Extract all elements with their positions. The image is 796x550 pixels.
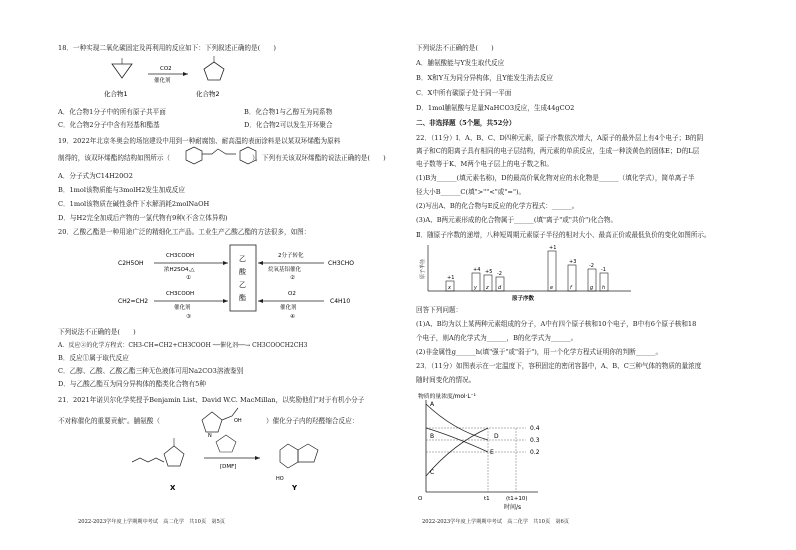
q18-option-c: C．化合物2分子中含有羟基和酯基 <box>58 121 160 129</box>
label-b: B <box>430 433 435 440</box>
value-0.2: 0.2 <box>530 449 540 456</box>
tick-t2: (t1+10) <box>506 496 528 502</box>
q19-option-a: A．分子式为C14H20O2 <box>58 172 133 180</box>
ethanol: C2H5OH <box>118 260 144 267</box>
bar-y-label: 原子半径 <box>420 258 426 279</box>
route4-reagent: O2 <box>288 291 296 297</box>
q20-option-b: B．反应①属于取代反应 <box>58 354 129 362</box>
bar-label-d: d <box>498 285 502 291</box>
catalyst-ring <box>216 435 236 452</box>
q23-stem-2: 随时间变化的情况。 <box>416 376 476 384</box>
route2-number: ② <box>290 275 295 281</box>
bar-label-x: x <box>448 285 451 291</box>
route3-number: ③ <box>186 314 191 320</box>
q21-stem-3: ）催化分子内的羟醛缩合反应： <box>266 417 359 425</box>
q18-compound2: 化合物2 <box>196 90 220 98</box>
route4-number: ④ <box>290 314 295 320</box>
label-c: C <box>430 469 435 476</box>
y-ring-a <box>280 444 298 468</box>
q20-option-d: D．与乙酸乙酯互为同分异构体的酯类化合物有5种 <box>58 380 206 388</box>
q19-stem-3: ），下列有关该双环烯酯的说法正确的是( ) <box>252 154 386 162</box>
route4-condition: 催化剂 <box>280 305 297 311</box>
butane: C4H10 <box>330 298 351 305</box>
bar-label-g: g <box>590 285 594 291</box>
route1-number: ① <box>186 275 191 281</box>
route1-arrowhead <box>223 261 228 265</box>
q22-part-1: (1)B为______(填元素名称)，D的最高价氧化物对应的水化物是______（填化学式），简单离子半 <box>416 174 695 182</box>
q18-option-a: A．化合物1分子中的所有原子共平面 <box>58 108 166 116</box>
x-ring <box>164 446 184 466</box>
y-ho: HO <box>276 476 284 482</box>
graph-x-label: 时间/s <box>504 504 522 511</box>
product-char-3: 乙 <box>239 281 246 289</box>
q22-part-3: (3)A、B两元素形成的化合物属于______(填"离子"或"共价")化合物。 <box>416 216 618 224</box>
ester-chain <box>202 149 236 154</box>
q19-stem-2: 制得的，该双环烯酯的结构如图所示（ <box>58 154 171 162</box>
q21-solvent: [DMF] <box>220 464 237 470</box>
q21-stem-2: 不对称催化的重要贡献"。脯氨酸（ <box>58 417 160 425</box>
q18-option-d: D．化合物2可以发生开环聚合 <box>244 121 333 129</box>
q20-option-c: C．乙醇、乙酸、乙酸乙酯三种无色液体可用Na2CO3溶液鉴别 <box>58 367 244 375</box>
x-chain <box>132 458 164 462</box>
q18-reagent-bottom: 催化剂 <box>154 78 171 84</box>
bar-label-e: e <box>550 285 554 291</box>
value-0.3: 0.3 <box>530 437 540 444</box>
bar-label-z: z <box>486 285 489 291</box>
q22-part-2: (2)写出A、B的化合物与E反应的化学方程式：______。 <box>416 202 579 210</box>
bar-label-y: y <box>474 285 477 291</box>
bar-value-y: +4 <box>473 267 481 273</box>
bar-value-h: -1 <box>601 267 606 273</box>
reaction-arrowhead <box>183 72 188 76</box>
q20-ask: 下列说法不正确的是( ) <box>58 328 136 336</box>
product-char-2: 酸 <box>239 268 246 276</box>
q20-stem: 20．乙酸乙酯是一种用途广泛的精细化工产品。工业生产乙酸乙酯的方法很多，如图： <box>58 228 311 236</box>
route1-reagent: CH3COOH <box>166 253 195 259</box>
bar-value-x: +1 <box>447 275 455 281</box>
proline-ring <box>202 412 222 432</box>
q21-option-a: A．脯氨酸能与Y发生取代反应 <box>416 59 505 67</box>
bars-group <box>446 245 608 291</box>
ethylene: CH2=CH2 <box>118 298 149 305</box>
answer-prompt: 回答下列问题： <box>416 306 463 314</box>
q22-part-4: (1)A、B均为以上某两种元素组成的分子，A中有四个原子核和10个电子，B中有6个原子核和18 <box>416 320 697 328</box>
q21-stem-1: 21．2021年诺贝尔化学奖授予Benjamin List、David W.C. MacMillan，以奖励他们"对于有机小分子 <box>58 396 365 404</box>
concentration-graph <box>408 388 568 512</box>
q21-option-c: C．X中所有碳原子处于同一平面 <box>416 89 512 97</box>
element-bar-chart <box>416 243 636 303</box>
q19-option-b: B．1mol该物质能与3molH2发生加成反应 <box>58 186 185 194</box>
route2-arrowhead <box>258 261 263 265</box>
product-char-1: 乙 <box>239 255 246 263</box>
section-2-heading: 二、非选择题（5个题，共52分） <box>416 119 516 127</box>
q18-reaction <box>104 56 288 104</box>
q18-reagent-top: CO2 <box>160 66 172 72</box>
curve-a <box>426 404 488 440</box>
label-e: E <box>490 449 494 456</box>
route3-reagent: CH3COOH <box>166 291 195 297</box>
route3-arrowhead <box>223 299 228 303</box>
q21-option-b: B．X和Y互为同分异构体，且Y能发生消去反应 <box>416 74 553 82</box>
compound-y-label: Y <box>292 484 298 492</box>
bar-x-label: 原子序数 <box>512 296 535 302</box>
page-5 <box>58 0 438 550</box>
q22-stem-2: 离子和C的阳离子具有相同的电子层结构，两元素的单质反应，生成一种淡黄色的固体E；D的L层 <box>416 147 700 155</box>
route4-arrowhead <box>258 299 263 303</box>
tick-t1: t1 <box>484 496 490 502</box>
bar-label-h: h <box>602 285 606 291</box>
value-0.4: 0.4 <box>530 425 540 432</box>
page-5-footer: 2022-2023学年度上学期期中考试 高二化学 共10页 第5页 <box>78 519 225 525</box>
top-ask: 下列说法不正确的是( ) <box>416 44 494 52</box>
bar-label-f: f <box>570 285 572 291</box>
q20-option-a: A．反应②的化学方程式：CH3-CH=CH2+CH3COOH ──催化剂──→ CH3COOCH2CH3 <box>58 342 308 349</box>
epoxide-ring <box>112 64 132 78</box>
q20-synthesis-scheme <box>118 241 378 325</box>
cyclic-carbonate <box>204 62 224 80</box>
ring-left <box>186 147 202 164</box>
route2-reagent: 2分子转化 <box>278 253 304 259</box>
q18-option-b: B．化合物1与乙醇互为同系物 <box>244 108 333 116</box>
route1-condition: 浓H2SO4,△ <box>164 267 195 273</box>
q21-arrowhead <box>255 456 260 460</box>
q22-part-5: (2)非金属性g______h(填"强于"或"弱于")，用一个化学方程式证明你的判断______。 <box>416 348 663 356</box>
bar-value-f: +3 <box>569 259 577 265</box>
q22-stem-1: 22．（11分）Ⅰ．A、B、C、D四种元素，原子序数依次增大，A原子的最外层上有4个电子；B的阴 <box>416 134 704 142</box>
q18-stem: 18．一种实现二氧化碳固定及再利用的反应如下：下列叙述正确的是( ) <box>58 44 276 52</box>
compound-x-label: X <box>170 484 176 492</box>
q22-part-1b: 径大小B______C(填">""<"或"=")。 <box>416 188 526 196</box>
q19-option-c: C．1mol该物质在碱性条件下水解消耗2molNaOH <box>58 200 210 208</box>
page-6 <box>416 0 796 550</box>
q18-compound1: 化合物1 <box>104 90 128 98</box>
bar-value-e: +1 <box>549 245 557 251</box>
q19-stem-1: 19．2022年北京冬奥会的场馆建设中用到一种耐腐蚀、耐高温的表面涂料是以某双环烯酯为原料 <box>58 137 341 145</box>
route2-condition: 烷氧基铝催化 <box>268 267 302 273</box>
q23-stem-1: 23．（11分）如图表示在一定温度下，容积固定的密闭容器中，A、B、C三种气体的物质的量浓度 <box>416 362 702 370</box>
q22-part-4b: 个电子，则A的化学式为______，B的化学式为______。 <box>416 334 578 342</box>
bar-value-d: -2 <box>497 271 502 277</box>
graph-origin: O <box>418 496 423 502</box>
q19-option-d: D．与H2完全加成后产物的一氯代物有9种(不含立体异构) <box>58 214 228 222</box>
y-ring-b <box>298 444 318 462</box>
proline-n: N <box>208 433 212 439</box>
q22-stem-3: 电子数等于K、M两个电子层上的电子数之和。 <box>416 160 553 168</box>
route3-condition: 催化剂 <box>174 305 191 311</box>
bar-value-z: +5 <box>485 269 493 275</box>
label-a: A <box>430 401 435 408</box>
q21-reaction <box>128 432 378 500</box>
page-6-footer: 2022-2023学年度上学期期中考试 高二化学 共10页 第6页 <box>422 519 569 525</box>
acetaldehyde: CH3CHO <box>328 260 354 267</box>
graph-y-label: 物质的量浓度/mol·L⁻¹ <box>418 394 476 400</box>
product-char-4: 酯 <box>239 294 246 302</box>
bar-value-g: -2 <box>589 263 594 269</box>
q21-option-d: D．1mol脯氨酸与足量NaHCO3反应，生成44gCO2 <box>416 104 575 112</box>
q22-part-II: Ⅱ．随原子序数的递增，八种短周期元素原子半径的相对大小、最高正价或最低负价的变化如图所示。 <box>416 231 711 239</box>
proline-oh: OH <box>234 418 242 424</box>
label-d: D <box>494 433 499 440</box>
